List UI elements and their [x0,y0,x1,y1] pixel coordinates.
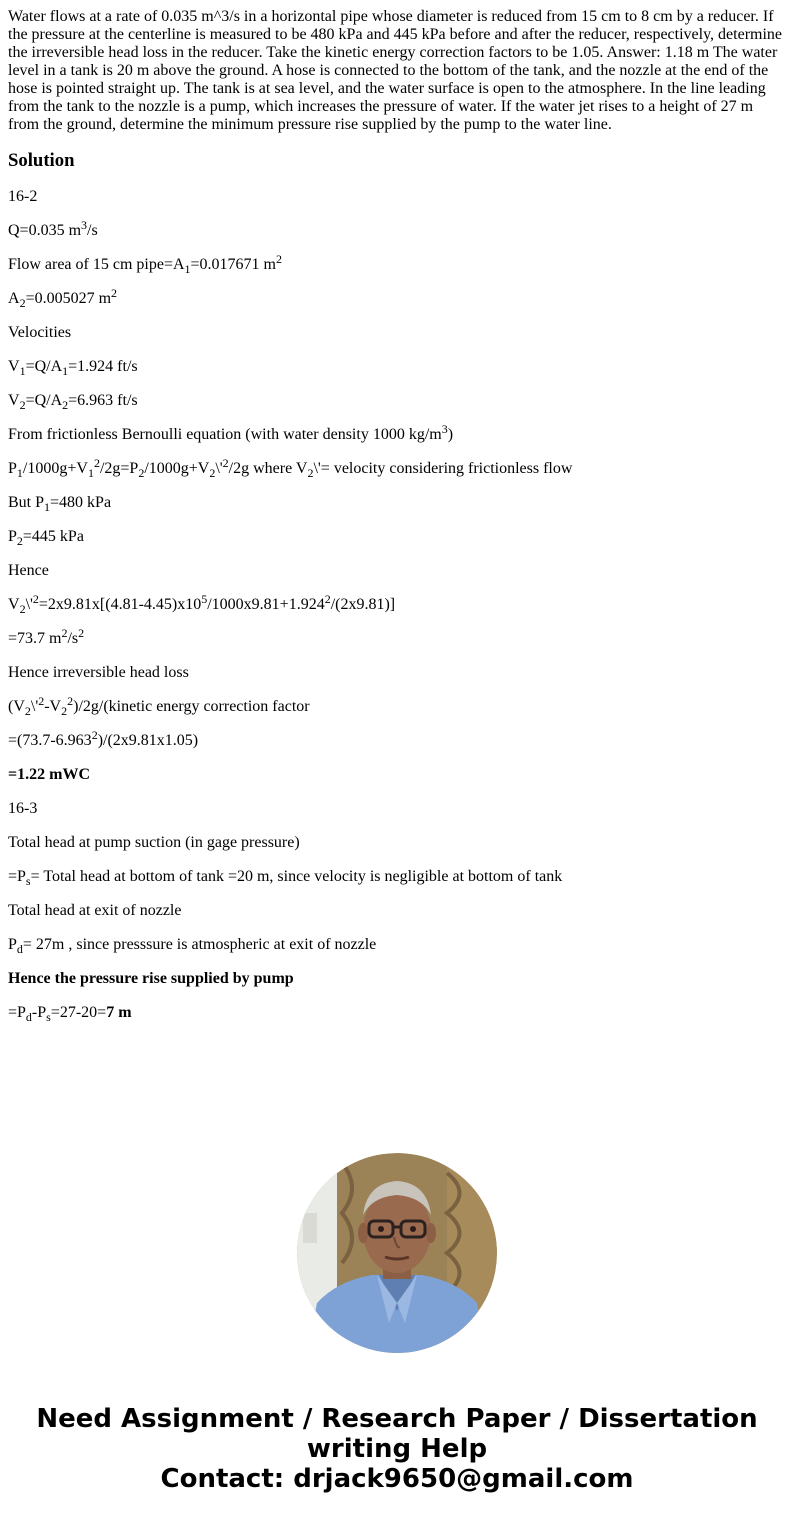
promo-contact: Contact: drjack9650@gmail.com [160,1464,634,1494]
velocity-v1-line: $V_1=Q/A_1=1.924$ ft/s [8,358,138,378]
suction-head-line: $=P_s=$ Total head at bottom of tank =20 m, since velocity is negligible at bottom of tank [8,868,563,888]
promo-line-2: writing Help [306,1434,488,1464]
head-loss-calculation: $=(73.7-6.963^2)/(2x9.81x1.05)$ [8,728,199,749]
bernoulli-equation: $P_1/1000g+V_1^2/2g=P_2/1000g+V_2\backslash'^2/2g$ where $V_2\backslash'=$ velocity considering frictionless flow [8,456,573,480]
hence-label: Hence [8,562,49,579]
bernoulli-intro: From frictionless Bernoulli equation (with water density 1000 $kg/m^3$) [8,422,454,443]
promo-line-1: Need Assignment / Research Paper / Dissertation [36,1404,758,1434]
solution-heading: Solution [8,150,75,171]
area-a2-line: $A_2=0.005027$ $m^2$ [8,286,118,310]
section-label-16-2: 16-2 [8,188,38,205]
area-a1-line: Flow area of 15 cm $pipe=A_1=0.017671$ $m^2$ [8,252,282,276]
head-loss-answer: =1.22 mWC [8,766,90,783]
velocity-result: =73.7 $m^2/s^2$ [8,626,85,647]
author-portrait [297,1153,497,1353]
discharge-head-line: $P_d= 27m$ , since presssure is atmospheric at exit of nozzle [8,936,377,956]
velocity-calculation: $V_2\backslash'^2=2x9.81x[(4.81-4.45)x10^5/1000x9.81+1.924^2/(2x9.81)]$ [8,592,396,616]
article [8,8,784,1022]
author-avatar [297,1153,497,1353]
velocity-v2-line: $V_2=Q/A_2=6.963$ ft/s [8,392,138,412]
suction-head-label: Total head at pump suction (in gage pressure) [8,834,300,851]
head-loss-formula: $(V_2\backslash'^2-V_2^2)/2g/(kinetic$ energy correction factor [8,694,310,718]
nozzle-exit-label: Total head at exit of nozzle [8,902,182,919]
section-label-16-3: 16-3 [8,800,38,817]
flow-rate-line: Q=0.035 $m^3/s$ [8,218,98,239]
head-loss-label: Hence irreversible head loss [8,664,189,681]
promo-banner [0,1404,794,1494]
pressure-p1-line: But $P_1=480$ kPa [8,494,112,514]
pressure-p2-line: $P_2=445$ kPa [8,528,84,548]
pressure-rise-label: Hence the pressure rise supplied by pump [8,970,294,987]
pressure-rise-result: $=P_d-P_s=27-20=7$ m [8,1004,132,1024]
velocities-label: Velocities [8,324,72,341]
question-text: Water flows at a rate of 0.035 m^3/s in a horizontal pipe whose diameter is reduced from 15 cm to 8 cm by a reducer. If the pressure at the centerline is measured to be 480 kPa and 445 kPa before and after the reducer, respectively, determine the irreversible head loss in the reducer. Take the kinetic energy correction factors to be 1.05. Answer: 1.18 m The water level in a tank is 20 m above the ground. A hose is connected to the bottom of the tank, and the nozzle at the end of the hose is pointed straight up. The tank is at sea level, and the water surface is open to the atmosphere. In the line leading from the tank to the nozzle is a pump, which increases the pressure of water. If the water jet rises to a height of 27 m from the ground, determine the minimum pressure rise supplied by the pump to the water line. [8,8,783,133]
